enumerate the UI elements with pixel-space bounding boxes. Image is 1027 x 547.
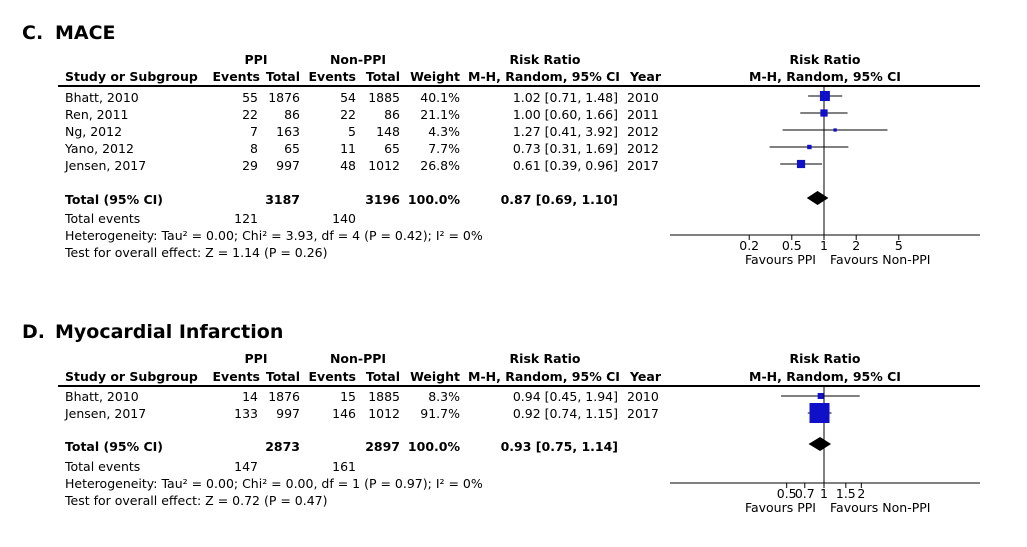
study-marker — [818, 393, 824, 399]
study-marker — [820, 91, 830, 101]
total-non-ppi: 65 — [384, 141, 400, 156]
total-label: Total (95% CI) — [65, 439, 164, 454]
section-label: C. — [22, 22, 44, 44]
total-ci: 0.93 [0.75, 1.14] — [500, 439, 618, 454]
total-non-ppi: 1012 — [368, 158, 400, 173]
col-events-non-ppi: Events — [308, 69, 356, 84]
heterogeneity: Heterogeneity: Tau² = 0.00; Chi² = 0.00, df = 1 (P = 0.97); I² = 0% — [65, 476, 483, 491]
events-ppi: 55 — [242, 90, 258, 105]
risk-ratio-ci: 1.27 [0.41, 3.92] — [512, 124, 618, 139]
x-axis-tick-label: 1 — [820, 486, 828, 501]
study-marker — [810, 403, 830, 423]
weight: 40.1% — [420, 90, 460, 105]
col-total-ppi: Total — [265, 369, 300, 384]
col-year: Year — [630, 369, 661, 384]
total-ppi: 1876 — [268, 389, 300, 404]
events-non-ppi: 15 — [340, 389, 356, 404]
col-method-plot: M-H, Random, 95% CI — [749, 69, 901, 84]
year: 2010 — [627, 90, 659, 105]
forest-plot-mace — [670, 86, 985, 281]
total-ppi: 86 — [284, 107, 300, 122]
x-axis-tick-label: 2 — [857, 486, 866, 501]
study-marker — [807, 145, 811, 149]
year: 2017 — [627, 158, 659, 173]
study-marker — [797, 160, 805, 168]
total-weight: 100.0% — [407, 439, 460, 454]
year: 2010 — [627, 389, 659, 404]
total-label: Total (95% CI) — [65, 192, 164, 207]
col-method-plot: M-H, Random, 95% CI — [749, 369, 901, 384]
total-events-non-ppi: 161 — [332, 459, 356, 474]
header-non-ppi: Non-PPI — [329, 351, 387, 366]
col-study: Study or Subgroup — [65, 369, 198, 384]
x-axis-tick-label: 0.7 — [794, 486, 815, 501]
study-name: Ng, 2012 — [65, 124, 123, 139]
favours-ppi-label: Favours PPI — [744, 500, 816, 515]
col-weight: Weight — [410, 369, 460, 384]
x-axis-tick-label: 0.5 — [776, 486, 797, 501]
col-total-non-ppi: Total — [365, 369, 400, 384]
events-non-ppi: 11 — [340, 141, 356, 156]
risk-ratio-ci: 0.73 [0.31, 1.69] — [512, 141, 618, 156]
events-non-ppi: 146 — [332, 406, 356, 421]
x-axis-tick-label: 2 — [852, 238, 861, 253]
total-non-ppi: 3196 — [365, 192, 400, 207]
weight: 7.7% — [428, 141, 460, 156]
study-name: Bhatt, 2010 — [65, 389, 139, 404]
total-ppi: 2873 — [265, 439, 300, 454]
favours-ppi-label: Favours PPI — [744, 252, 816, 267]
header-risk-ratio: Risk Ratio — [509, 351, 581, 366]
total-ci: 0.87 [0.69, 1.10] — [500, 192, 618, 207]
heterogeneity: Heterogeneity: Tau² = 0.00; Chi² = 3.93, df = 4 (P = 0.42); I² = 0% — [65, 228, 483, 243]
header-risk-ratio: Risk Ratio — [509, 52, 581, 67]
x-axis-tick-label: 0.5 — [781, 238, 802, 253]
study-name: Bhatt, 2010 — [65, 90, 139, 105]
total-non-ppi: 2897 — [365, 439, 400, 454]
total-ppi: 163 — [276, 124, 300, 139]
col-year: Year — [630, 69, 661, 84]
weight: 26.8% — [420, 158, 460, 173]
x-axis-tick-label: 1.5 — [835, 486, 856, 501]
total-events-label: Total events — [65, 211, 141, 226]
total-events-ppi: 121 — [234, 211, 258, 226]
header-non-ppi: Non-PPI — [329, 52, 387, 67]
total-ppi: 65 — [284, 141, 300, 156]
weight: 8.3% — [428, 389, 460, 404]
section-title: MACE — [55, 22, 116, 44]
risk-ratio-ci: 1.02 [0.71, 1.48] — [512, 90, 618, 105]
favours-non-ppi-label: Favours Non-PPI — [830, 252, 931, 267]
risk-ratio-ci: 0.92 [0.74, 1.15] — [512, 406, 618, 421]
total-non-ppi: 1012 — [368, 406, 400, 421]
section-label: D. — [22, 321, 45, 343]
total-non-ppi: 1885 — [368, 389, 400, 404]
x-axis-tick-label: 5 — [894, 238, 903, 253]
year: 2012 — [627, 141, 659, 156]
header-ppi: PPI — [244, 351, 268, 366]
pooled-diamond — [809, 437, 832, 451]
risk-ratio-ci: 0.94 [0.45, 1.94] — [512, 389, 618, 404]
header-risk-ratio-plot: Risk Ratio — [789, 52, 861, 67]
events-ppi: 8 — [250, 141, 258, 156]
year: 2011 — [627, 107, 659, 122]
col-events-ppi: Events — [212, 69, 260, 84]
x-axis-tick-label: 1 — [820, 238, 828, 253]
study-marker — [833, 128, 836, 131]
study-marker — [820, 109, 827, 116]
year: 2017 — [627, 406, 659, 421]
events-non-ppi: 22 — [340, 107, 356, 122]
weight: 91.7% — [420, 406, 460, 421]
total-weight: 100.0% — [407, 192, 460, 207]
total-ppi: 3187 — [265, 192, 300, 207]
total-ppi: 1876 — [268, 90, 300, 105]
year: 2012 — [627, 124, 659, 139]
overall-effect: Test for overall effect: Z = 0.72 (P = 0.47) — [65, 493, 328, 508]
weight: 21.1% — [420, 107, 460, 122]
header-risk-ratio-plot: Risk Ratio — [789, 351, 861, 366]
total-ppi: 997 — [276, 406, 300, 421]
events-ppi: 14 — [242, 389, 258, 404]
total-non-ppi: 86 — [384, 107, 400, 122]
events-ppi: 29 — [242, 158, 258, 173]
col-method: M-H, Random, 95% CI — [468, 369, 620, 384]
weight: 4.3% — [428, 124, 460, 139]
total-events-non-ppi: 140 — [332, 211, 356, 226]
header-ppi: PPI — [244, 52, 268, 67]
study-name: Yano, 2012 — [65, 141, 134, 156]
risk-ratio-ci: 0.61 [0.39, 0.96] — [512, 158, 618, 173]
study-name: Jensen, 2017 — [65, 158, 147, 173]
study-name: Ren, 2011 — [65, 107, 129, 122]
overall-effect: Test for overall effect: Z = 1.14 (P = 0.26) — [65, 245, 328, 260]
events-non-ppi: 48 — [340, 158, 356, 173]
col-weight: Weight — [410, 69, 460, 84]
x-axis-tick-label: 0.2 — [739, 238, 760, 253]
col-events-ppi: Events — [212, 369, 260, 384]
events-ppi: 7 — [250, 124, 258, 139]
col-total-non-ppi: Total — [365, 69, 400, 84]
events-non-ppi: 5 — [348, 124, 356, 139]
col-total-ppi: Total — [265, 69, 300, 84]
total-ppi: 997 — [276, 158, 300, 173]
section-title: Myocardial Infarction — [55, 321, 284, 343]
col-study: Study or Subgroup — [65, 69, 198, 84]
events-non-ppi: 54 — [340, 90, 356, 105]
favours-non-ppi-label: Favours Non-PPI — [830, 500, 931, 515]
total-events-ppi: 147 — [234, 459, 258, 474]
total-events-label: Total events — [65, 459, 141, 474]
total-non-ppi: 1885 — [368, 90, 400, 105]
events-ppi: 133 — [234, 406, 258, 421]
col-events-non-ppi: Events — [308, 369, 356, 384]
forest-plot-mi — [670, 386, 985, 536]
events-ppi: 22 — [242, 107, 258, 122]
risk-ratio-ci: 1.00 [0.60, 1.66] — [512, 107, 618, 122]
total-non-ppi: 148 — [376, 124, 400, 139]
col-method: M-H, Random, 95% CI — [468, 69, 620, 84]
pooled-diamond — [807, 191, 829, 205]
study-name: Jensen, 2017 — [65, 406, 147, 421]
